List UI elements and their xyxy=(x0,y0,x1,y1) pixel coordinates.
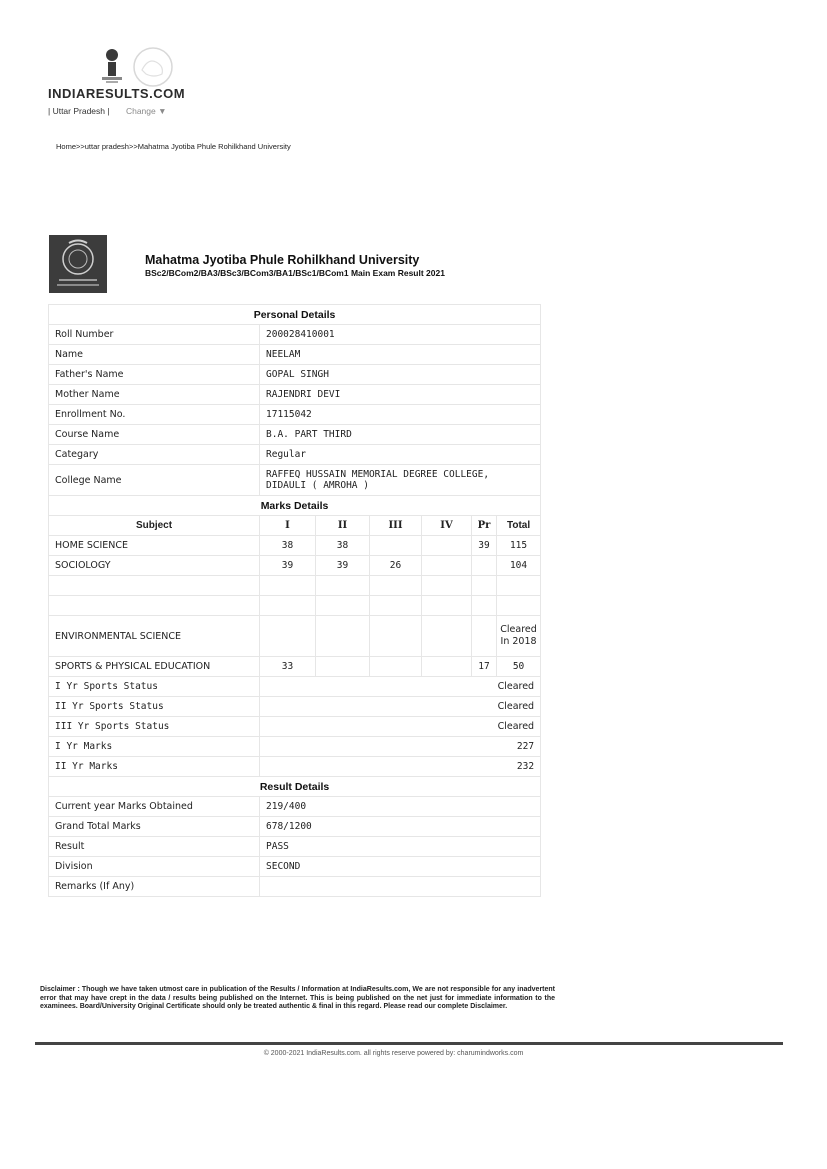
roll-number-label: Roll Number xyxy=(49,325,260,345)
marks-total: 115 xyxy=(497,536,541,556)
mother-name-value: RAJENDRI DEVI xyxy=(260,385,541,405)
col-total: Total xyxy=(497,516,541,536)
emblem-icon xyxy=(132,46,174,88)
remarks-label: Remarks (If Any) xyxy=(49,877,260,897)
table-row xyxy=(49,657,541,677)
marks-paper-1: 33 xyxy=(260,657,316,677)
result-details-heading: Result Details xyxy=(49,777,541,797)
site-header xyxy=(48,44,188,119)
col-paper-3: III xyxy=(370,516,422,536)
status-label: I Yr Marks xyxy=(49,737,260,757)
category-value: Regular xyxy=(260,445,541,465)
marks-total: 104 xyxy=(497,556,541,576)
enrollment-value: 17115042 xyxy=(260,405,541,425)
subject-name: ENVIRONMENTAL SCIENCE xyxy=(49,616,260,657)
mother-name-label: Mother Name xyxy=(49,385,260,405)
status-value: Cleared xyxy=(260,677,541,697)
status-value: 227 xyxy=(260,737,541,757)
personal-row xyxy=(49,445,541,465)
status-value: Cleared xyxy=(260,717,541,737)
copyright-label[interactable]: © 2000-2021 IndiaResults.com. all rights reserve powered by: charumindworks.com xyxy=(263,1050,524,1057)
marks-total: 50 xyxy=(497,657,541,677)
copyright-text xyxy=(0,1050,827,1057)
college-name-label: College Name xyxy=(49,465,260,496)
result-row xyxy=(49,837,541,857)
status-label: II Yr Sports Status xyxy=(49,697,260,717)
marks-paper-1: 39 xyxy=(260,556,316,576)
col-practical: Pr xyxy=(472,516,497,536)
status-value: Cleared xyxy=(260,697,541,717)
status-label: III Yr Sports Status xyxy=(49,717,260,737)
status-row xyxy=(49,717,541,737)
name-value: NEELAM xyxy=(260,345,541,365)
table-row xyxy=(49,616,541,657)
status-value: 232 xyxy=(260,757,541,777)
marks-paper-1: 38 xyxy=(260,536,316,556)
grand-total-value: 678/1200 xyxy=(260,817,541,837)
exam-title: BSc2/BCom2/BA3/BSc3/BCom3/BA1/BSc1/BCom1 Main Exam Result 2021 xyxy=(145,268,445,278)
marks-obtained-value: 219/400 xyxy=(260,797,541,817)
category-label: Categary xyxy=(49,445,260,465)
subject-name: HOME SCIENCE xyxy=(49,536,260,556)
col-paper-2: II xyxy=(316,516,370,536)
marks-paper-2: 39 xyxy=(316,556,370,576)
result-label: Result xyxy=(49,837,260,857)
col-subject: Subject xyxy=(49,516,260,536)
result-row xyxy=(49,877,541,897)
subject-name: SOCIOLOGY xyxy=(49,556,260,576)
result-value: PASS xyxy=(260,837,541,857)
status-row xyxy=(49,757,541,777)
marks-paper-4 xyxy=(422,556,472,576)
university-name: Mahatma Jyotiba Phule Rohilkhand University xyxy=(145,253,420,267)
result-details-heading-row xyxy=(49,777,541,797)
footer-divider xyxy=(35,1042,783,1045)
result-row xyxy=(49,857,541,877)
empty-row xyxy=(49,576,541,596)
marks-paper-3 xyxy=(370,536,422,556)
col-paper-4: IV xyxy=(422,516,472,536)
personal-row xyxy=(49,345,541,365)
status-row xyxy=(49,697,541,717)
marks-paper-2: 38 xyxy=(316,536,370,556)
disclaimer-text[interactable]: Disclaimer : Though we have taken utmost care in publication of the Results / Information at IndiaResults.com, We are not responsible for any inadvertent error that may have crept in the data / results being published on the Internet. This is being published on the net just for immediate information to the examinees. Board/University Original Certificate should only be treated authentic & final in this regard. Please read our complete Disclaimer. xyxy=(40,986,555,1010)
change-state-link[interactable]: Change ▼ xyxy=(125,106,167,116)
roll-number-value: 200028410001 xyxy=(260,325,541,345)
result-row xyxy=(49,797,541,817)
status-label: I Yr Sports Status xyxy=(49,677,260,697)
enrollment-label: Enrollment No. xyxy=(49,405,260,425)
personal-row xyxy=(49,325,541,345)
marks-paper-3: 26 xyxy=(370,556,422,576)
status-row xyxy=(49,677,541,697)
personal-row xyxy=(49,365,541,385)
personal-row xyxy=(49,385,541,405)
personal-row xyxy=(49,405,541,425)
college-name-value: RAFFEQ HUSSAIN MEMORIAL DEGREE COLLEGE, DIDAULI ( AMROHA ) xyxy=(260,465,541,496)
father-name-label: Father's Name xyxy=(49,365,260,385)
father-name-value: GOPAL SINGH xyxy=(260,365,541,385)
col-paper-1: I xyxy=(260,516,316,536)
course-name-value: B.A. PART THIRD xyxy=(260,425,541,445)
remarks-value xyxy=(260,877,541,897)
course-name-label: Course Name xyxy=(49,425,260,445)
marks-obtained-label: Current year Marks Obtained xyxy=(49,797,260,817)
marks-practical: 17 xyxy=(472,657,497,677)
table-row xyxy=(49,556,541,576)
marks-total: Cleared In 2018 xyxy=(497,616,541,657)
name-label: Name xyxy=(49,345,260,365)
university-logo-icon xyxy=(49,235,107,293)
personal-row xyxy=(49,465,541,496)
grand-total-label: Grand Total Marks xyxy=(49,817,260,837)
division-label: Division xyxy=(49,857,260,877)
personal-row xyxy=(49,425,541,445)
result-table xyxy=(48,304,541,897)
breadcrumb[interactable]: Home>>uttar pradesh>>Mahatma Jyotiba Phule Rohilkhand University xyxy=(56,142,291,151)
marks-paper-4 xyxy=(422,536,472,556)
personal-details-heading: Personal Details xyxy=(49,305,541,325)
marks-header-row xyxy=(49,516,541,536)
marks-practical: 39 xyxy=(472,536,497,556)
subject-name: SPORTS & PHYSICAL EDUCATION xyxy=(49,657,260,677)
state-label: | Uttar Pradesh | xyxy=(48,106,110,116)
marks-details-heading: Marks Details xyxy=(49,496,541,516)
marks-details-heading-row xyxy=(49,496,541,516)
division-value: SECOND xyxy=(260,857,541,877)
status-row xyxy=(49,737,541,757)
status-label: II Yr Marks xyxy=(49,757,260,777)
personal-details-heading-row xyxy=(49,305,541,325)
site-logo-icon[interactable] xyxy=(100,48,124,88)
empty-row xyxy=(49,596,541,616)
table-row xyxy=(49,536,541,556)
result-row xyxy=(49,817,541,837)
state-selector xyxy=(48,106,167,116)
marks-practical xyxy=(472,556,497,576)
site-name[interactable]: INDIARESULTS.COM xyxy=(48,86,186,101)
